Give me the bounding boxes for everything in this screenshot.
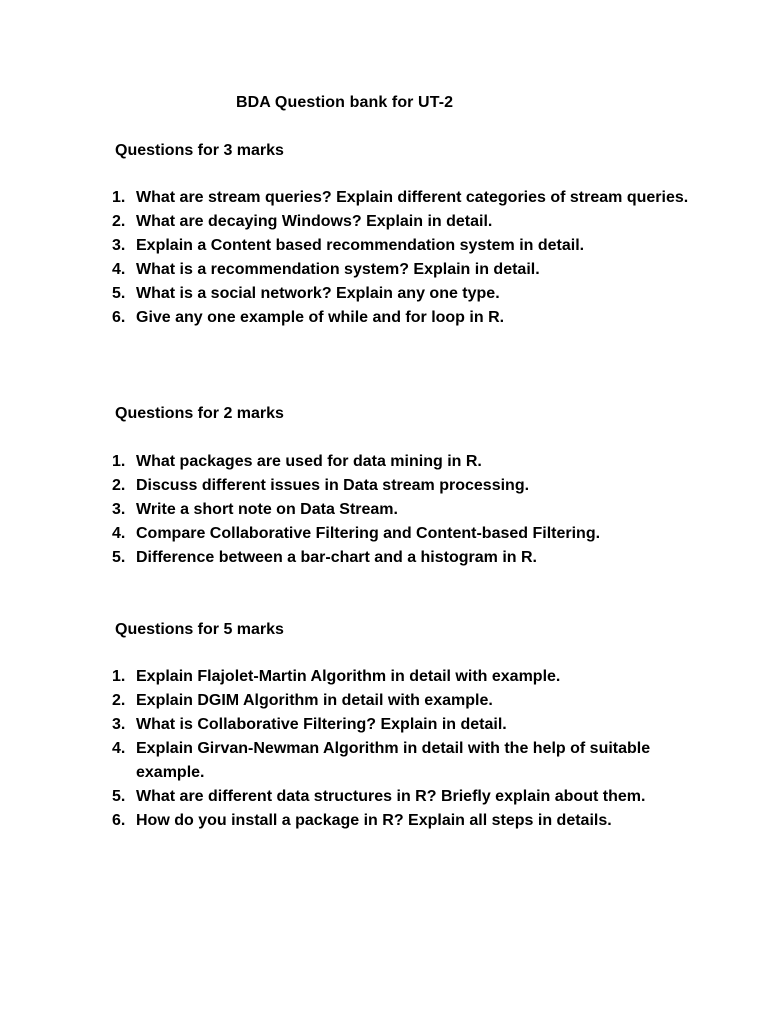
question-number: 2.: [112, 692, 126, 709]
question-item: [112, 713, 702, 737]
question-list-3-marks: [112, 186, 702, 330]
question-item: [112, 234, 702, 258]
question-number: 2.: [112, 213, 126, 230]
question-number: 5.: [112, 788, 126, 805]
question-item: [112, 689, 702, 713]
question-item: [112, 546, 702, 570]
document-title: BDA Question bank for UT-2: [236, 94, 454, 111]
question-item: [112, 474, 702, 498]
question-item: [112, 665, 702, 689]
question-text: Explain Flajolet-Martin Algorithm in detail with example.: [136, 668, 561, 685]
question-item: [112, 210, 702, 234]
question-item: [112, 809, 702, 833]
question-number: 4.: [112, 740, 126, 757]
question-text: What is Collaborative Filtering? Explain in detail.: [136, 716, 507, 733]
question-text: What is a recommendation system? Explain in detail.: [136, 261, 540, 278]
question-text: Explain DGIM Algorithm in detail with example.: [136, 692, 493, 709]
question-item: [112, 282, 702, 306]
question-number: 3.: [112, 501, 126, 518]
question-text: What are different data structures in R? Briefly explain about them.: [136, 788, 646, 805]
question-number: 5.: [112, 285, 126, 302]
question-number: 1.: [112, 668, 126, 685]
question-text: Difference between a bar-chart and a histogram in R.: [136, 549, 537, 566]
question-number: 1.: [112, 453, 126, 470]
question-text: How do you install a package in R? Explain all steps in details.: [136, 812, 612, 829]
question-list-5-marks: [112, 665, 702, 833]
question-number: 3.: [112, 237, 126, 254]
question-number: 4.: [112, 261, 126, 278]
question-text: Write a short note on Data Stream.: [136, 501, 398, 518]
question-text: Give any one example of while and for loop in R.: [136, 309, 505, 326]
question-number: 4.: [112, 525, 126, 542]
question-item: [112, 737, 702, 785]
section-heading-3-marks: Questions for 3 marks: [115, 142, 284, 159]
question-item: [112, 785, 702, 809]
question-item: [112, 306, 702, 330]
question-item: [112, 522, 702, 546]
question-text: Explain Girvan-Newman Algorithm in detail with the help of suitable example.: [136, 740, 651, 781]
question-number: 5.: [112, 549, 126, 566]
question-text: Discuss different issues in Data stream processing.: [136, 477, 530, 494]
question-text: Explain a Content based recommendation system in detail.: [136, 237, 585, 254]
question-text: What are stream queries? Explain different categories of stream queries.: [136, 189, 689, 206]
section-heading-2-marks: Questions for 2 marks: [115, 405, 284, 422]
question-item: [112, 258, 702, 282]
question-item: [112, 450, 702, 474]
question-number: 3.: [112, 716, 126, 733]
question-text: Compare Collaborative Filtering and Content-based Filtering.: [136, 525, 601, 542]
question-number: 1.: [112, 189, 126, 206]
question-item: [112, 498, 702, 522]
question-number: 2.: [112, 477, 126, 494]
question-item: [112, 186, 702, 210]
question-text: What are decaying Windows? Explain in detail.: [136, 213, 493, 230]
question-text: What is a social network? Explain any one type.: [136, 285, 500, 302]
question-number: 6.: [112, 309, 126, 326]
section-heading-5-marks: Questions for 5 marks: [115, 621, 284, 638]
question-number: 6.: [112, 812, 126, 829]
question-list-2-marks: [112, 450, 702, 570]
question-text: What packages are used for data mining in R.: [136, 453, 482, 470]
